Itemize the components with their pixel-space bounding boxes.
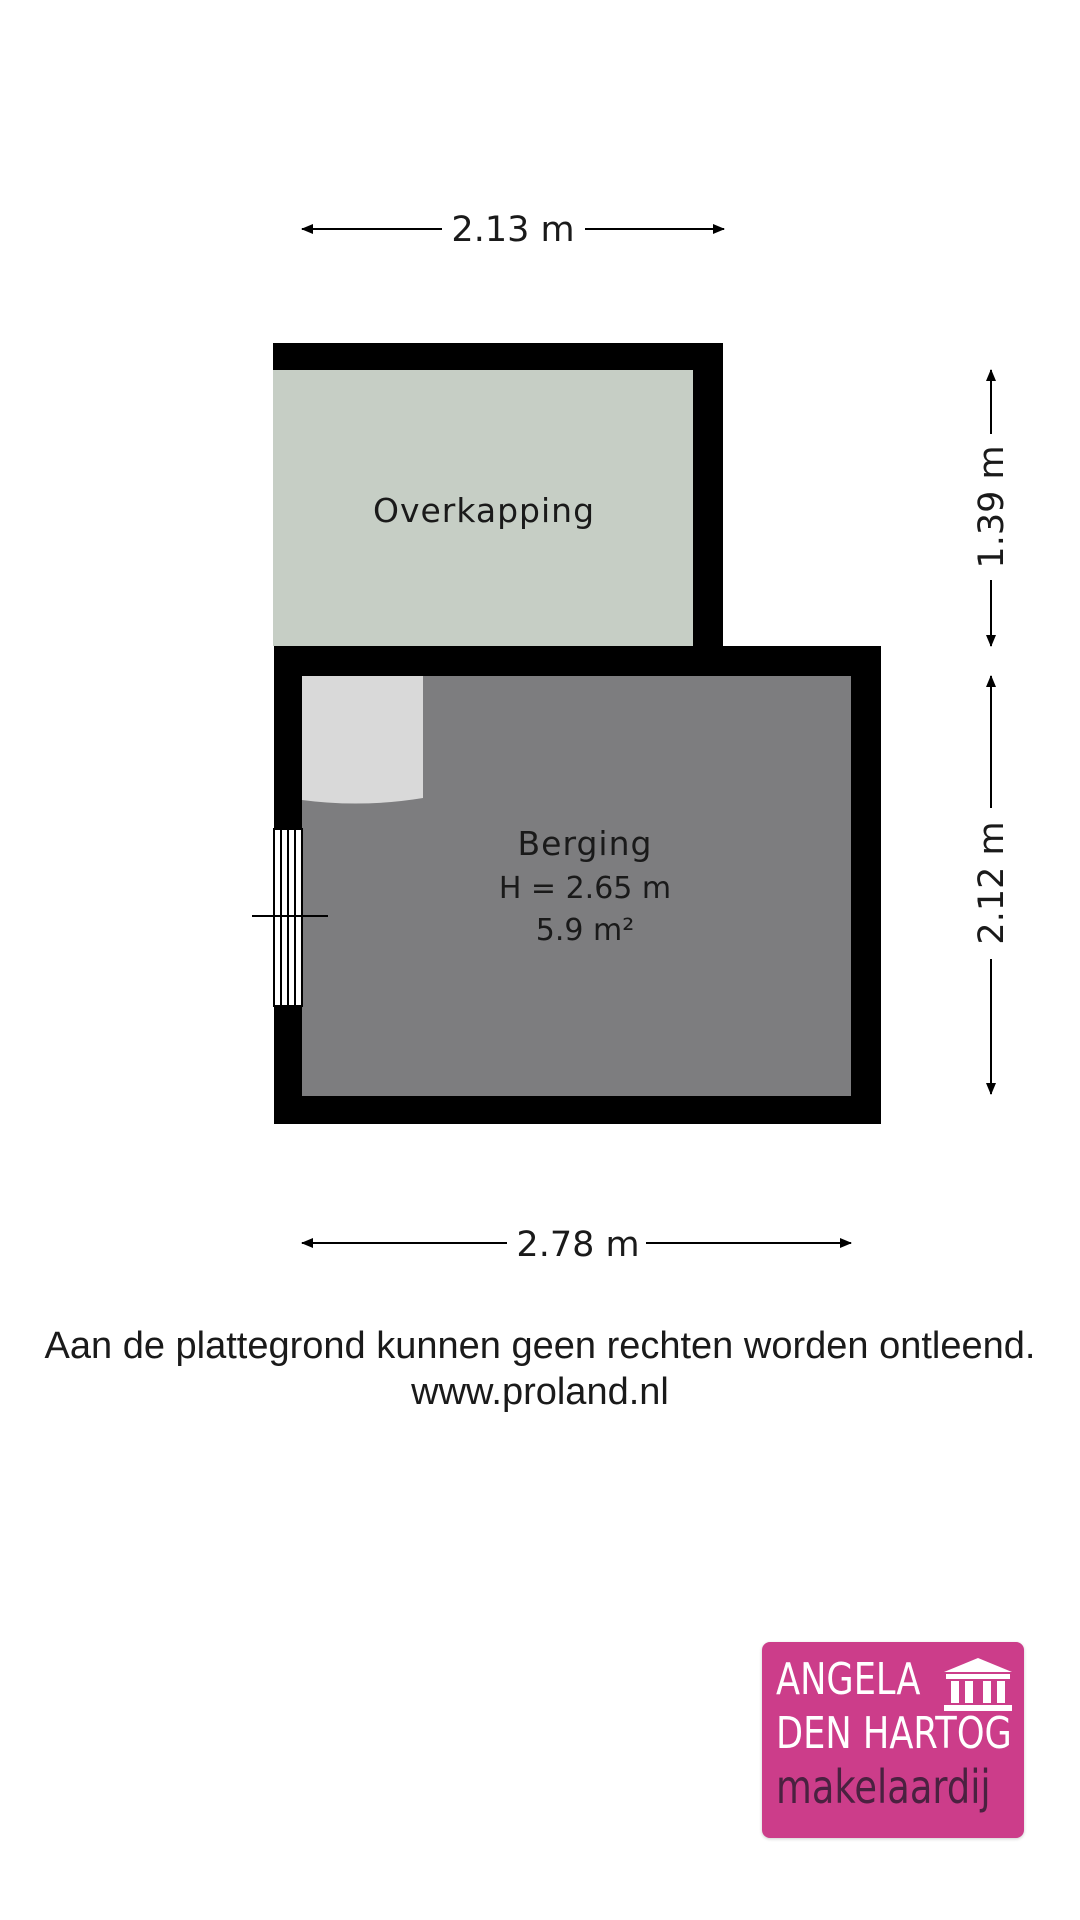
dimension-top-label: 2.13 m [451,210,575,250]
berging-wall-top [274,646,881,676]
corner-fixture [302,676,423,804]
berging-wall-right [851,646,881,1124]
building-icon [942,1656,1014,1712]
berging-room [252,646,881,1124]
overkapping-wall-top [273,343,723,370]
dimension-right-upper-label: 1.39 m [972,445,1012,569]
dimension-right-upper [972,370,1012,646]
disclaimer-text: Aan de plattegrond kunnen geen rechten worden ontleend. [44,1325,1036,1367]
dimension-bottom-label: 2.78 m [516,1225,640,1265]
dimension-right-lower [972,676,1012,1094]
dimension-top [302,210,724,250]
berging-wall-left-upper [274,646,302,829]
overkapping-label: Overkapping [372,491,596,530]
logo-line-2: DEN HARTOG [776,1708,1012,1759]
dimension-bottom [302,1225,851,1265]
website-url: www.proland.nl [411,1371,669,1413]
overkapping-room [273,343,723,648]
logo-line-3: makelaardij [776,1760,991,1814]
agency-logo [762,1642,1024,1838]
logo-line-1: ANGELA [776,1654,921,1705]
berging-wall-left-lower [274,1006,302,1124]
berging-wall-bottom [274,1096,881,1124]
berging-area: 5.9 m² [535,913,635,948]
berging-label: Berging [517,824,653,863]
dimension-right-lower-label: 2.12 m [972,821,1012,945]
overkapping-wall-right [693,343,723,648]
berging-height: H = 2.65 m [498,871,672,906]
